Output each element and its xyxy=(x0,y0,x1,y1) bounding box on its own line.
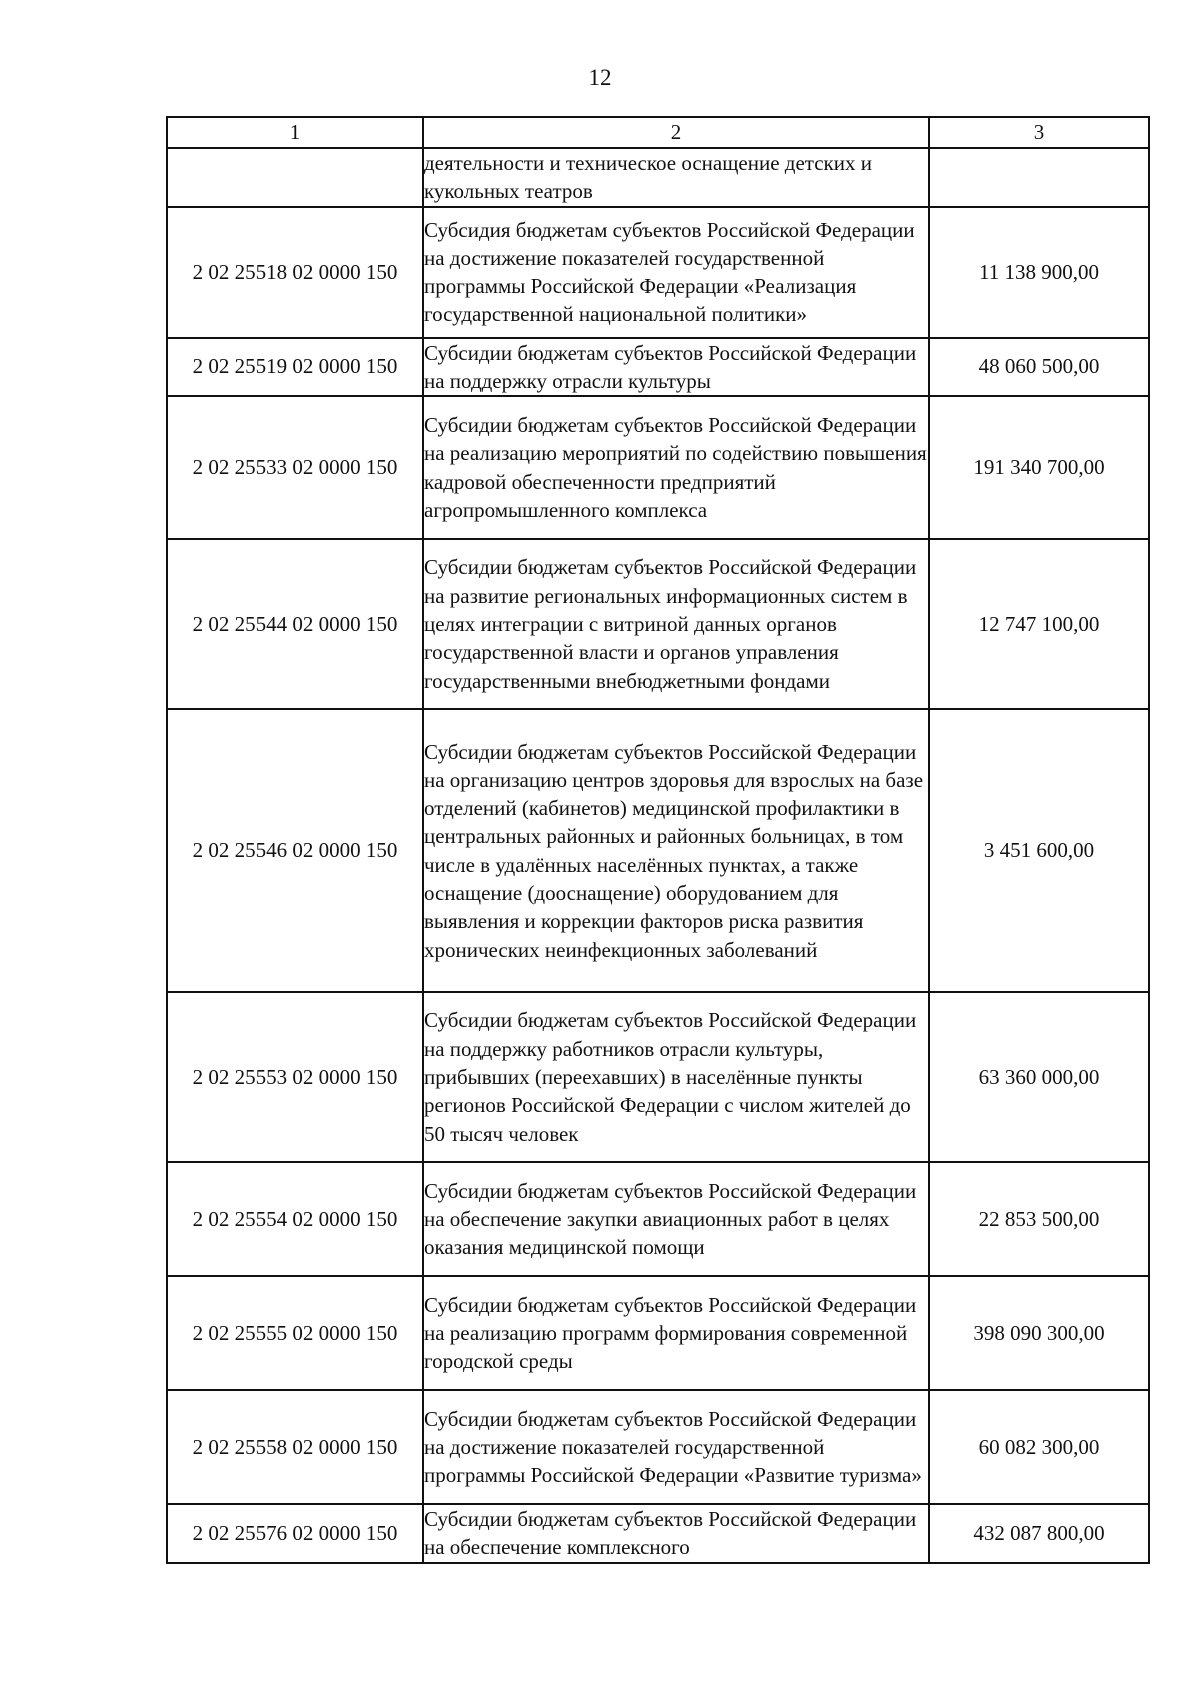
column-header-3: 3 xyxy=(929,117,1149,148)
amount-cell: 11 138 900,00 xyxy=(929,207,1149,338)
column-header-1: 1 xyxy=(167,117,423,148)
table-row xyxy=(167,207,1149,338)
table-row xyxy=(167,1276,1149,1390)
budget-code-cell: 2 02 25576 02 0000 150 xyxy=(167,1504,423,1563)
description-cell: Субсидии бюджетам субъектов Российской Федерации на поддержку работников отрасли культуры, прибывших (переехавших) в населённые пункты регионов Российской Федерации с числом жителей до 50 тысяч человек xyxy=(423,992,929,1162)
description-cell: Субсидии бюджетам субъектов Российской Федерации на обеспечение комплексного xyxy=(423,1504,929,1563)
amount-cell: 3 451 600,00 xyxy=(929,709,1149,992)
description-cell: Субсидии бюджетам субъектов Российской Федерации на реализацию мероприятий по содействию повышения кадровой обеспеченности предприятий агропромышленного комплекса xyxy=(423,396,929,539)
description-cell: Субсидии бюджетам субъектов Российской Федерации на обеспечение закупки авиационных работ в целях оказания медицинской помощи xyxy=(423,1162,929,1276)
description-cell: Субсидии бюджетам субъектов Российской Федерации на развитие региональных информационных систем в целях интеграции с витриной данных органов государственной власти и органов управления государственными внебюджетными фондами xyxy=(423,539,929,709)
table-row xyxy=(167,1504,1149,1563)
table-row xyxy=(167,1162,1149,1276)
budget-code-cell: 2 02 25558 02 0000 150 xyxy=(167,1390,423,1504)
table-row xyxy=(167,1390,1149,1504)
amount-cell: 63 360 000,00 xyxy=(929,992,1149,1162)
table-row xyxy=(167,709,1149,992)
description-cell: Субсидии бюджетам субъектов Российской Федерации на достижение показателей государственной программы Российской Федерации «Развитие туризма» xyxy=(423,1390,929,1504)
amount-cell: 48 060 500,00 xyxy=(929,338,1149,397)
page-number: 12 xyxy=(588,65,612,90)
budget-code-cell: 2 02 25554 02 0000 150 xyxy=(167,1162,423,1276)
amount-cell: 12 747 100,00 xyxy=(929,539,1149,709)
table-row xyxy=(167,539,1149,709)
description-cell: Субсидия бюджетам субъектов Российской Федерации на достижение показателей государственной программы Российской Федерации «Реализация государственной национальной политики» xyxy=(423,207,929,338)
amount-cell: 398 090 300,00 xyxy=(929,1276,1149,1390)
amount-cell: 22 853 500,00 xyxy=(929,1162,1149,1276)
description-cell: деятельности и техническое оснащение детских и кукольных театров xyxy=(423,148,929,207)
amount-cell xyxy=(929,148,1149,207)
table-row xyxy=(167,148,1149,207)
amount-cell: 432 087 800,00 xyxy=(929,1504,1149,1563)
table-header-row xyxy=(167,117,1149,148)
description-cell: Субсидии бюджетам субъектов Российской Федерации на реализацию программ формирования современной городской среды xyxy=(423,1276,929,1390)
description-cell: Субсидии бюджетам субъектов Российской Федерации на поддержку отрасли культуры xyxy=(423,338,929,397)
budget-code-cell xyxy=(167,148,423,207)
amount-cell: 191 340 700,00 xyxy=(929,396,1149,539)
budget-code-cell: 2 02 25533 02 0000 150 xyxy=(167,396,423,539)
budget-code-cell: 2 02 25544 02 0000 150 xyxy=(167,539,423,709)
column-header-2: 2 xyxy=(423,117,929,148)
table-row xyxy=(167,992,1149,1162)
table-row xyxy=(167,396,1149,539)
budget-code-cell: 2 02 25519 02 0000 150 xyxy=(167,338,423,397)
budget-code-cell: 2 02 25553 02 0000 150 xyxy=(167,992,423,1162)
budget-table xyxy=(166,116,1150,1564)
budget-code-cell: 2 02 25546 02 0000 150 xyxy=(167,709,423,992)
budget-code-cell: 2 02 25518 02 0000 150 xyxy=(167,207,423,338)
amount-cell: 60 082 300,00 xyxy=(929,1390,1149,1504)
description-cell: Субсидии бюджетам субъектов Российской Федерации на организацию центров здоровья для взрослых на базе отделений (кабинетов) медицинской профилактики в центральных районных и районных больницах, в том числе в удалённых населённых пунктах, а также оснащение (дооснащение) оборудованием для выявления и коррекции факторов риска развития хронических неинфекционных заболеваний xyxy=(423,709,929,992)
budget-code-cell: 2 02 25555 02 0000 150 xyxy=(167,1276,423,1390)
table-row xyxy=(167,338,1149,397)
